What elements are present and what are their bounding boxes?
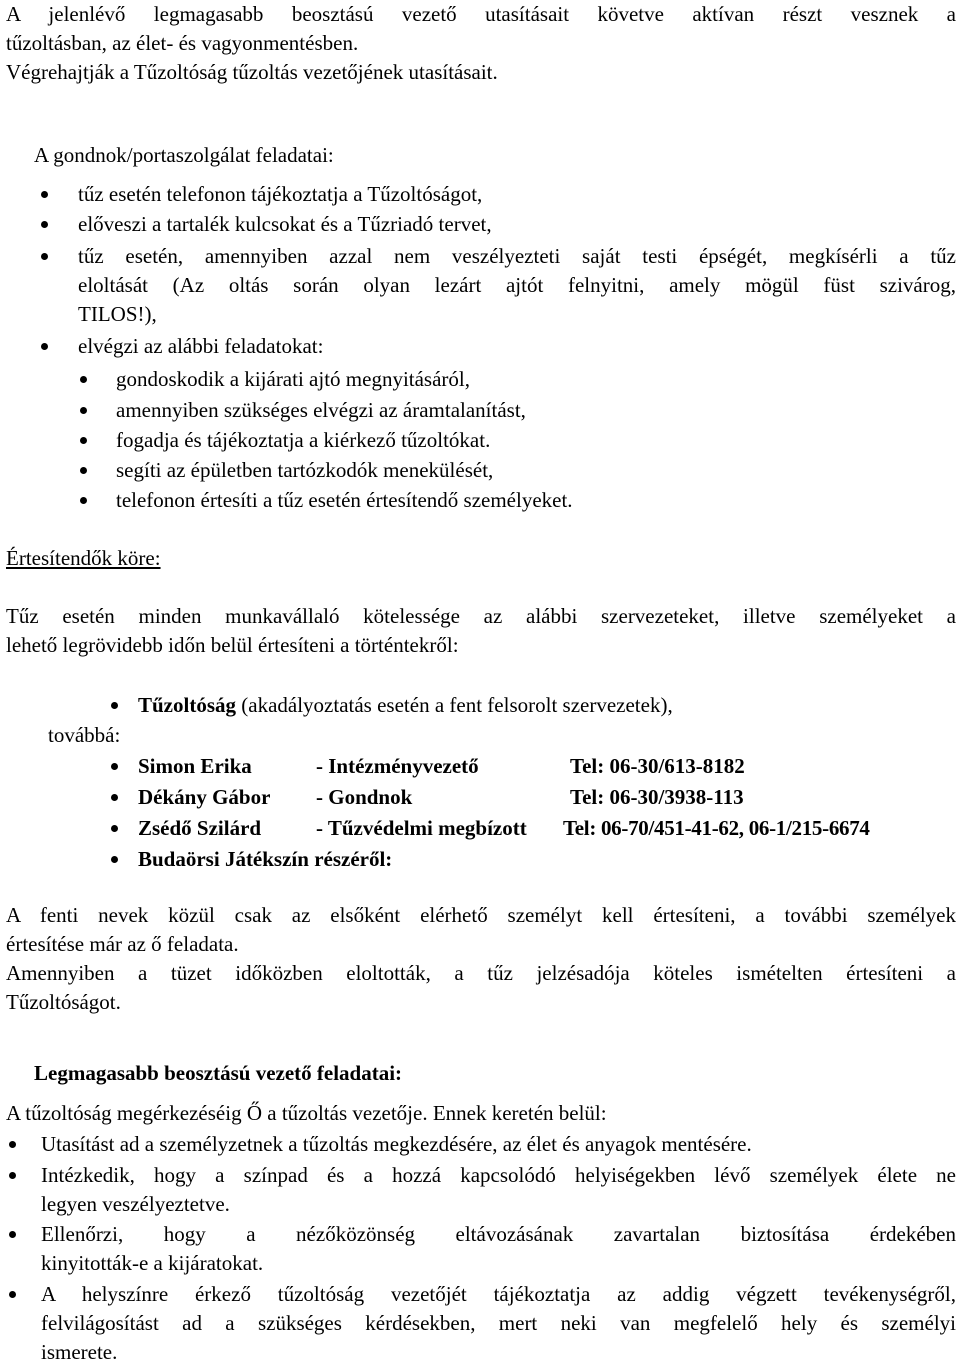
bullet-icon <box>111 763 118 770</box>
bullet-icon <box>80 376 87 383</box>
bullet-icon <box>41 221 48 228</box>
contact-name: Dékány Gábor <box>138 785 271 809</box>
list-item-line: eloltását (Az oltás során olyan lezárt ajtót felnyitni, amely mögül füst szivárog, <box>78 273 956 297</box>
leader-item-line: A helyszínre érkező tűzoltóság vezetőjét tájékoztatja az addig végzett tevékenységről, <box>41 1282 956 1306</box>
contact-role: - Intézményvezető <box>316 754 479 778</box>
intro-line: tűzoltásban, az élet- és vagyonmentésben. <box>6 31 359 55</box>
list-item <box>78 242 956 329</box>
bullet-icon <box>111 825 118 832</box>
notify-paragraph <box>6 602 956 660</box>
sub-list-item: segíti az épületben tartózkodók menekülését, <box>116 458 494 482</box>
leader-item-line: Intézkedik, hogy a színpad és a hozzá kapcsolódó helyiségekben lévő személyek élete ne <box>41 1163 956 1187</box>
leader-heading: Legmagasabb beosztású vezető feladatai: <box>34 1061 403 1085</box>
bullet-icon <box>80 407 87 414</box>
gondnok-heading: A gondnok/portaszolgálat feladatai: <box>34 143 334 167</box>
bullet-icon <box>80 497 87 504</box>
leader-item-line: legyen veszélyeztetve. <box>41 1192 230 1216</box>
leader-item-line: kinyitották-e a kijáratokat. <box>41 1251 264 1275</box>
budaorsi-label: Budaörsi Játékszín részéről: <box>138 847 393 871</box>
leader-item-line: ismerete. <box>41 1340 118 1364</box>
paragraph-line: Tűzoltóságot. <box>6 990 121 1014</box>
bullet-icon <box>9 1291 16 1298</box>
paragraph-line: értesítése már az ő feladata. <box>6 932 239 956</box>
notify-heading: Értesítendők köre: <box>6 546 161 570</box>
sub-list-item: telefonon értesíti a tűz esetén értesítendő személyeket. <box>116 488 573 512</box>
bullet-icon <box>9 1231 16 1238</box>
bullet-icon <box>41 191 48 198</box>
sub-list-item: fogadja és tájékoztatja a kiérkező tűzoltókat. <box>116 428 491 452</box>
leader-item <box>41 1280 956 1367</box>
sub-list-item: amennyiben szükséges elvégzi az áramtalanítást, <box>116 398 526 422</box>
list-item-line: TILOS!), <box>78 302 157 326</box>
fire-dept-note: (akadályoztatás esetén a fent felsorolt szervezetek), <box>236 693 673 717</box>
paragraph-line: Amennyiben a tüzet időközben eloltották, a tűz jelzésadója köteles ismételten értesíteni a <box>6 961 956 985</box>
leader-item <box>41 1220 956 1278</box>
bullet-icon <box>41 343 48 350</box>
bullet-icon <box>111 856 118 863</box>
bullet-icon <box>80 437 87 444</box>
list-item: elvégzi az alábbi feladatokat: <box>78 334 324 358</box>
sub-list-item: gondoskodik a kijárati ajtó megnyitásáról, <box>116 367 471 391</box>
bullet-icon <box>9 1172 16 1179</box>
bullet-icon <box>111 794 118 801</box>
contact-phone: Tel: 06-70/451-41-62, 06-1/215-6674 <box>563 816 870 840</box>
list-item-line: tűz esetén, amennyiben azzal nem veszélyezteti saját testi épségét, megkísérli a tűz <box>78 244 956 268</box>
contact-role: - Tűzvédelmi megbízott <box>316 816 527 840</box>
paragraph-line: lehető legrövidebb időn belül értesíteni a történtekről: <box>6 633 459 657</box>
paragraph-line: A fenti nevek közül csak az elsőként elérhető személyt kell értesíteni, a további személyek <box>6 903 956 927</box>
contact-name: Zsédő Szilárd <box>138 816 262 840</box>
tovabba-label: továbbá: <box>48 723 121 747</box>
notify-note-paragraph <box>6 901 956 1017</box>
contact-phone: Tel: 06-30/613-8182 <box>570 754 745 778</box>
leader-item-line: Ellenőrzi, hogy a nézőközönség eltávozásának zavartalan biztosítása érdekében <box>41 1222 956 1246</box>
bullet-icon <box>80 467 87 474</box>
bullet-icon <box>41 253 48 260</box>
contact-phone: Tel: 06-30/3938-113 <box>570 785 744 809</box>
fire-dept-name: Tűzoltóság <box>138 693 237 717</box>
intro-line: Végrehajtják a Tűzoltóság tűzoltás vezetőjének utasításait. <box>6 60 498 84</box>
leader-intro: A tűzoltóság megérkezéséig Ő a tűzoltás vezetője. Ennek keretén belül: <box>6 1101 607 1125</box>
bullet-icon <box>9 1141 16 1148</box>
list-item: előveszi a tartalék kulcsokat és a Tűzriadó tervet, <box>78 212 492 236</box>
leader-item-line: felvilágosítást ad a szükséges kérdésekben, mert neki van megfelelő hely és személyi <box>41 1311 956 1335</box>
contact-name: Simon Erika <box>138 754 252 778</box>
intro-paragraph <box>6 0 956 87</box>
bullet-icon <box>111 702 118 709</box>
leader-item: Utasítást ad a személyzetnek a tűzoltás megkezdésére, az élet és anyagok mentésére. <box>41 1132 752 1156</box>
intro-line: A jelenlévő legmagasabb beosztású vezető utasításait követve aktívan részt vesznek a <box>6 2 956 26</box>
fire-dept-item <box>138 691 673 720</box>
list-item: tűz esetén telefonon tájékoztatja a Tűzoltóságot, <box>78 182 483 206</box>
paragraph-line: Tűz esetén minden munkavállaló kötelessége az alábbi szervezeteket, illetve személyeket a <box>6 604 956 628</box>
contact-role: - Gondnok <box>316 785 413 809</box>
leader-item <box>41 1161 956 1219</box>
